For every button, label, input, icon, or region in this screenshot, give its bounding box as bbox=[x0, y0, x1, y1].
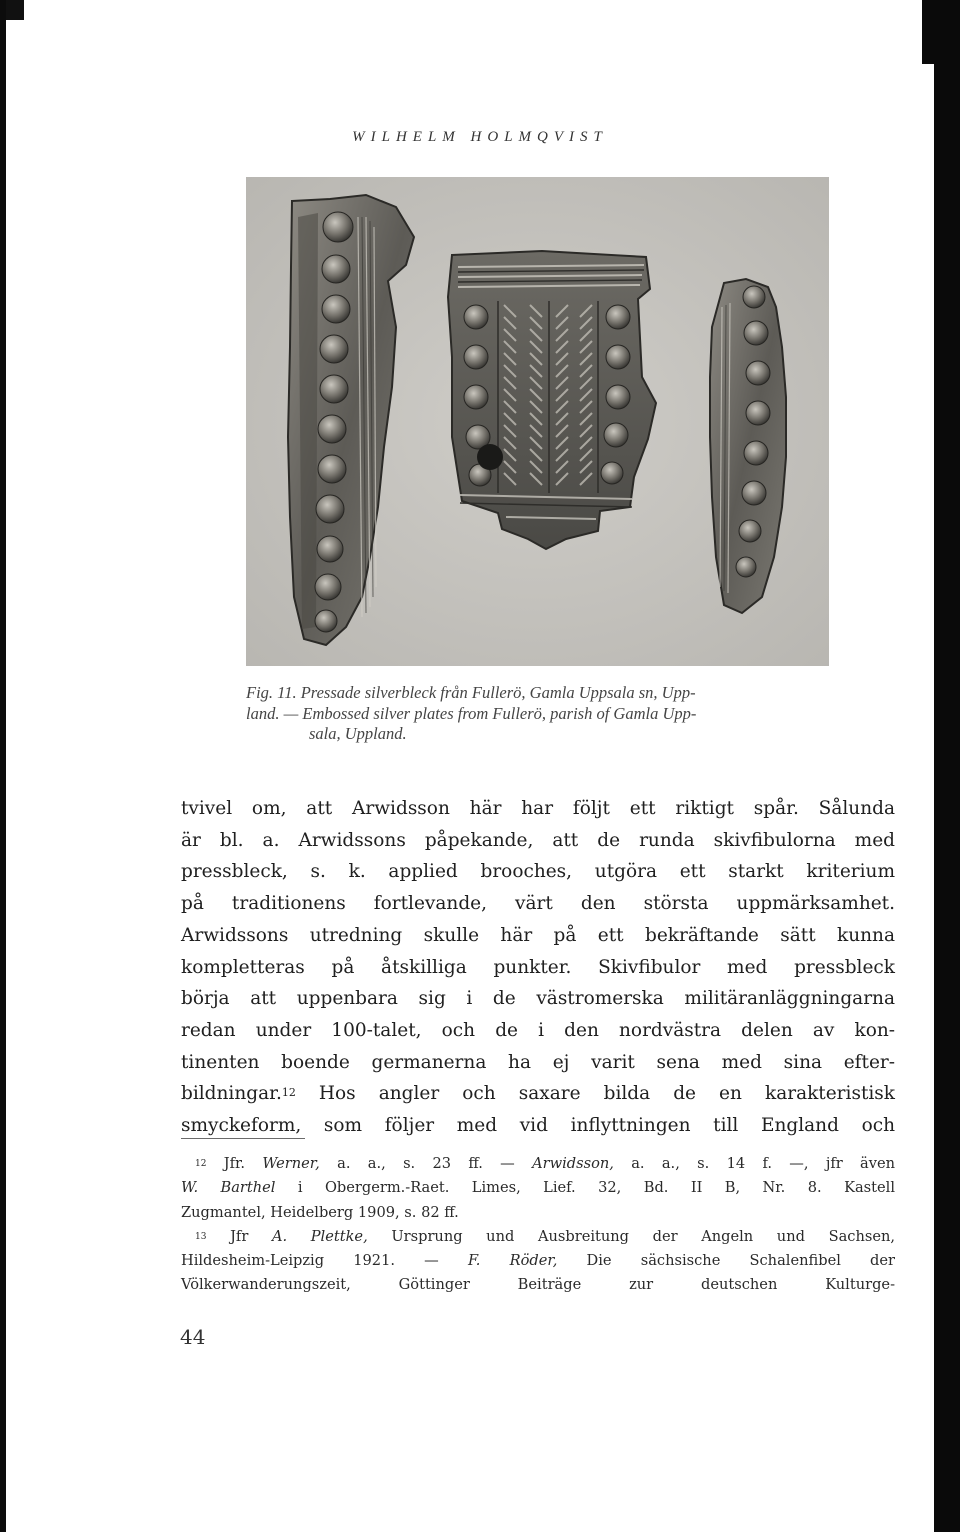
author-name: Arwidsson, bbox=[532, 1155, 614, 1172]
footnote-text: Ursprung und Ausbreitung der Angeln und Sachsen, bbox=[367, 1227, 896, 1245]
body-text-segment: Hos angler och saxare bilda de en karakteristisk bbox=[295, 1083, 895, 1105]
footnote-text: Jfr bbox=[206, 1227, 272, 1245]
footnote-ref-12[interactable]: 12 bbox=[281, 1086, 296, 1100]
body-line: redan under 100-talet, och de i den nordvästra delen av kon- bbox=[181, 1019, 895, 1041]
footnote-12-line: Zugmantel, Heidelberg 1909, s. 82 ff. bbox=[181, 1203, 459, 1221]
body-line: Arwidssons utredning skulle här på ett bekräftande sätt kunna bbox=[181, 924, 895, 946]
caption-line: Fig. 11. Pressade silverbleck från Fullerö, Gamla Uppsala sn, Upp- bbox=[246, 683, 696, 702]
silver-plates-illustration bbox=[246, 177, 829, 666]
author-name: F. Röder, bbox=[467, 1252, 558, 1270]
body-line: tinenten boende germanerna ha ej varit sena med sina efter- bbox=[181, 1051, 895, 1073]
middle-plate-fragment bbox=[448, 251, 656, 549]
footnote-text: i Obergerm.-Raet. Limes, Lief. 32, Bd. II B, Nr. 8. Kastell bbox=[275, 1179, 895, 1197]
caption-line: land. — Embossed silver plates from Fullerö, parish of Gamla Upp- bbox=[246, 703, 697, 723]
body-line: på traditionens fortlevande, värt den största uppmärksamhet. bbox=[181, 893, 895, 915]
footnote-text: a. a., s. 14 f. —, jfr även bbox=[613, 1155, 896, 1172]
footnote-12-line bbox=[181, 1152, 895, 1176]
caption-line: sala, Uppland. bbox=[309, 724, 407, 743]
author-name: Werner, bbox=[262, 1155, 320, 1172]
body-line: smyckeform, som följer med vid inflyttningen till England och bbox=[181, 1115, 895, 1137]
footnote-13-line: Völkerwanderungszeit, Göttinger Beiträge zur deutschen Kulturge- bbox=[181, 1276, 895, 1294]
body-line: tvivel om, att Arwidsson här har följt ett riktigt spår. Sålunda bbox=[181, 798, 895, 819]
footnote-mark-12: 12 bbox=[195, 1159, 207, 1169]
body-line bbox=[181, 1078, 895, 1110]
figure-photo bbox=[246, 177, 829, 666]
footnote-text: Die sächsische Schalenfibel der bbox=[557, 1252, 895, 1270]
footnote-13-line bbox=[181, 1249, 895, 1273]
figure-caption bbox=[246, 683, 826, 745]
body-text-segment: bildningar. bbox=[181, 1083, 282, 1105]
scan-edge-right-top bbox=[922, 0, 934, 64]
author-name: W. Barthel bbox=[181, 1179, 276, 1197]
body-line: börja att uppenbara sig i de västromerska militäranläggningarna bbox=[181, 988, 895, 1010]
scan-edge-right bbox=[934, 0, 960, 1532]
body-line: är bl. a. Arwidssons påpekande, att de runda skivfibulorna med bbox=[181, 829, 895, 851]
footnotes bbox=[181, 1152, 895, 1298]
footnote-mark-13: 13 bbox=[195, 1231, 207, 1242]
author-name: A. Plettke, bbox=[271, 1227, 368, 1245]
footnote-13-line bbox=[181, 1225, 895, 1249]
body-line: pressbleck, s. k. applied brooches, utgöra ett starkt kriterium bbox=[181, 861, 895, 883]
footnote-12-line bbox=[181, 1176, 895, 1200]
footnote-text: Jfr. bbox=[206, 1155, 263, 1172]
footnote-text: a. a., s. 23 ff. — bbox=[319, 1155, 533, 1172]
footnote-rule bbox=[181, 1138, 305, 1139]
scan-edge-left bbox=[0, 0, 6, 1532]
body-paragraph bbox=[181, 793, 895, 1142]
body-line: kompletteras på åtskilliga punkter. Skivfibulor med pressbleck bbox=[181, 956, 895, 978]
footnote-text: Hildesheim-Leipzig 1921. — bbox=[181, 1252, 468, 1270]
scan-edge-left-top bbox=[6, 0, 24, 20]
running-head: WILHELM HOLMQVIST bbox=[352, 129, 608, 145]
page-number: 44 bbox=[180, 1325, 206, 1349]
